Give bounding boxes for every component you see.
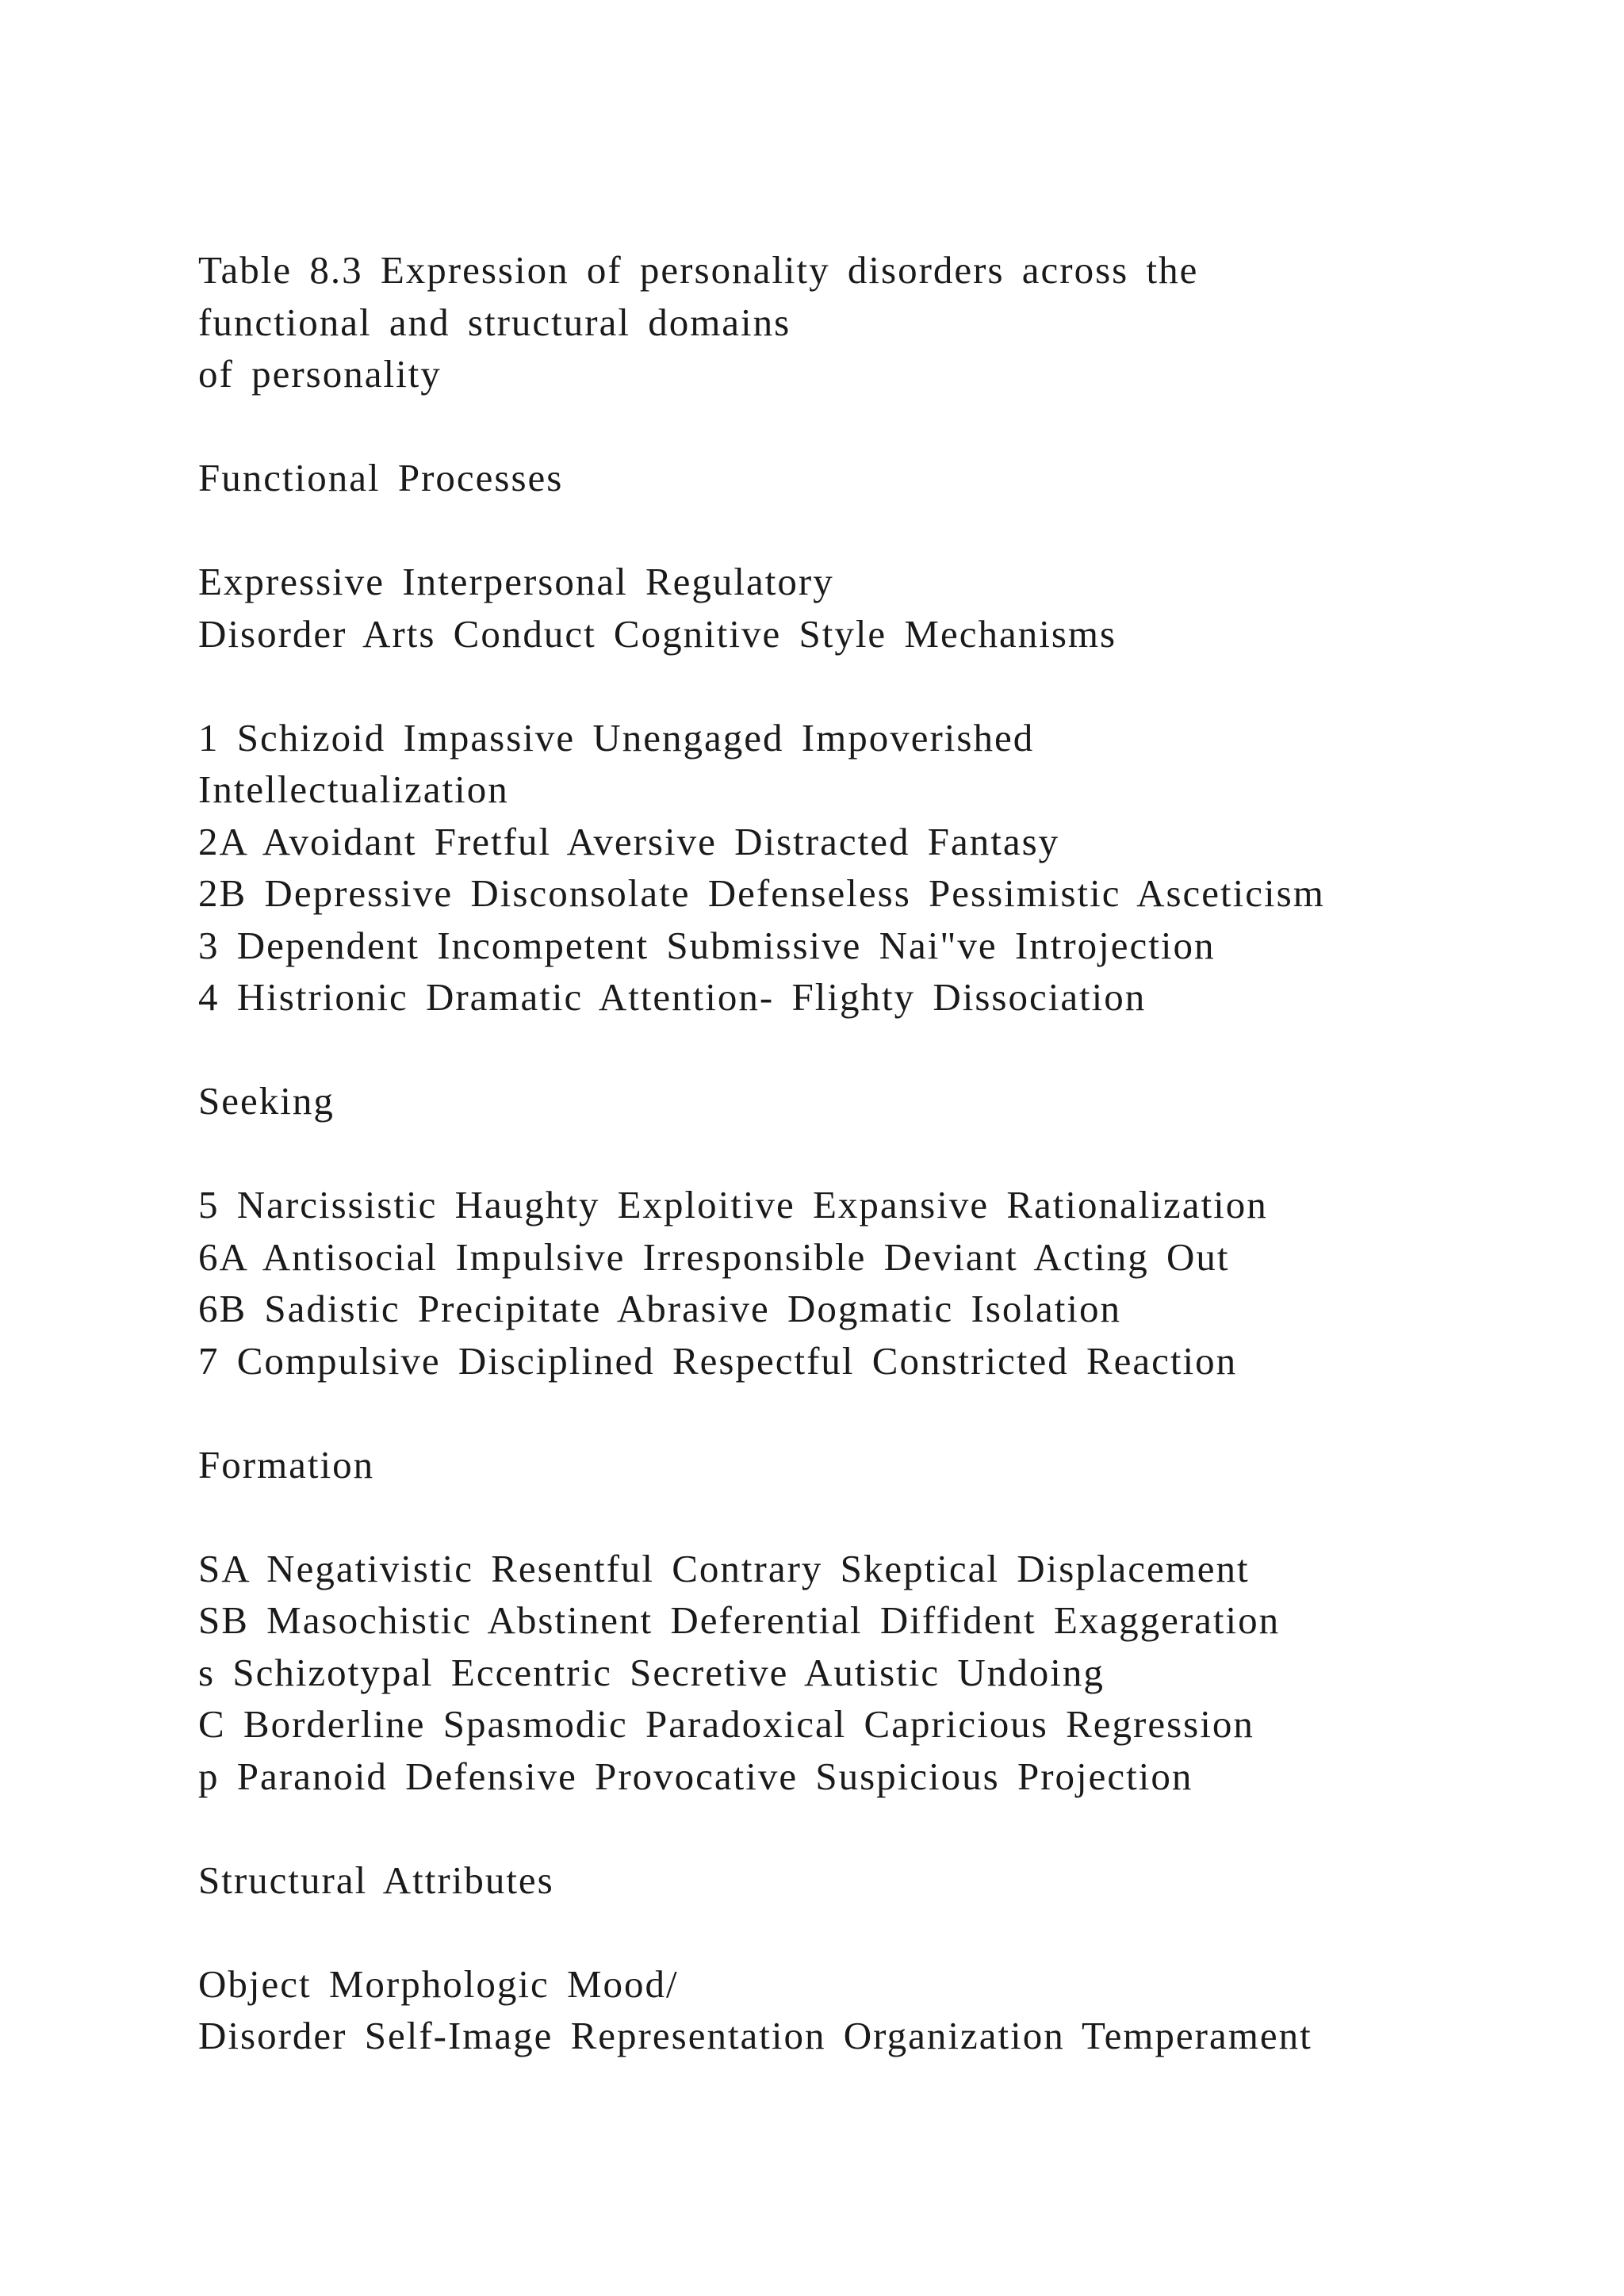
table-row: 1 Schizoid Impassive Unengaged Impoverished bbox=[198, 715, 1035, 760]
spacer bbox=[198, 400, 1578, 453]
spacer bbox=[198, 1024, 1578, 1076]
structural-column-header-line-1: Object Morphologic Mood/ bbox=[198, 1961, 679, 2006]
table-row: 5 Narcissistic Haughty Exploitive Expansive Rationalization bbox=[198, 1183, 1268, 1226]
spacer bbox=[198, 1802, 1578, 1854]
table-row: s Schizotypal Eccentric Secretive Autistic Undoing bbox=[198, 1650, 1105, 1694]
table-title-line-3: of personality bbox=[198, 352, 442, 396]
functional-processes-heading: Functional Processes bbox=[198, 456, 564, 499]
table-row: Intellectualization bbox=[198, 767, 509, 811]
spacer bbox=[198, 1490, 1578, 1543]
formation-label: Formation bbox=[198, 1442, 375, 1487]
structural-column-header-line-2: Disorder Self-Image Representation Organization Temperament bbox=[198, 2014, 1312, 2057]
spacer bbox=[198, 1906, 1578, 1958]
table-row: 3 Dependent Incompetent Submissive Nai"ve Introjection bbox=[198, 923, 1216, 967]
table-row: 2B Depressive Disconsolate Defenseless Pessimistic Asceticism bbox=[198, 871, 1325, 915]
structural-attributes-heading: Structural Attributes bbox=[198, 1858, 554, 1902]
table-row: 2A Avoidant Fretful Aversive Distracted Fantasy bbox=[198, 819, 1060, 863]
functional-column-header-line-1: Expressive Interpersonal Regulatory bbox=[198, 560, 834, 603]
table-row: 7 Compulsive Disciplined Respectful Constricted Reaction bbox=[198, 1338, 1238, 1383]
seeking-label: Seeking bbox=[198, 1079, 335, 1123]
table-row: 6A Antisocial Impulsive Irresponsible Deviant Acting Out bbox=[198, 1234, 1230, 1279]
spacer bbox=[198, 1127, 1578, 1180]
table-row: C Borderline Spasmodic Paradoxical Capricious Regression bbox=[198, 1702, 1254, 1746]
functional-column-header-line-2: Disorder Arts Conduct Cognitive Style Mechanisms bbox=[198, 611, 1117, 656]
table-row: 6B Sadistic Precipitate Abrasive Dogmatic Isolation bbox=[198, 1287, 1121, 1330]
table-row: p Paranoid Defensive Provocative Suspicious Projection bbox=[198, 1754, 1193, 1798]
table-row: SB Masochistic Abstinent Deferential Diffident Exaggeration bbox=[198, 1598, 1281, 1642]
table-title-line-2: functional and structural domains bbox=[198, 300, 791, 344]
table-row: 4 Histrionic Dramatic Attention- Flighty Dissociation bbox=[198, 975, 1147, 1019]
table-row: SA Negativistic Resentful Contrary Skeptical Displacement bbox=[198, 1546, 1250, 1590]
spacer bbox=[198, 1387, 1578, 1439]
spacer bbox=[198, 504, 1578, 557]
table-title-line-1: Table 8.3 Expression of personality disorders across the bbox=[198, 248, 1199, 292]
document-text bbox=[198, 244, 1578, 2062]
spacer bbox=[198, 660, 1578, 712]
